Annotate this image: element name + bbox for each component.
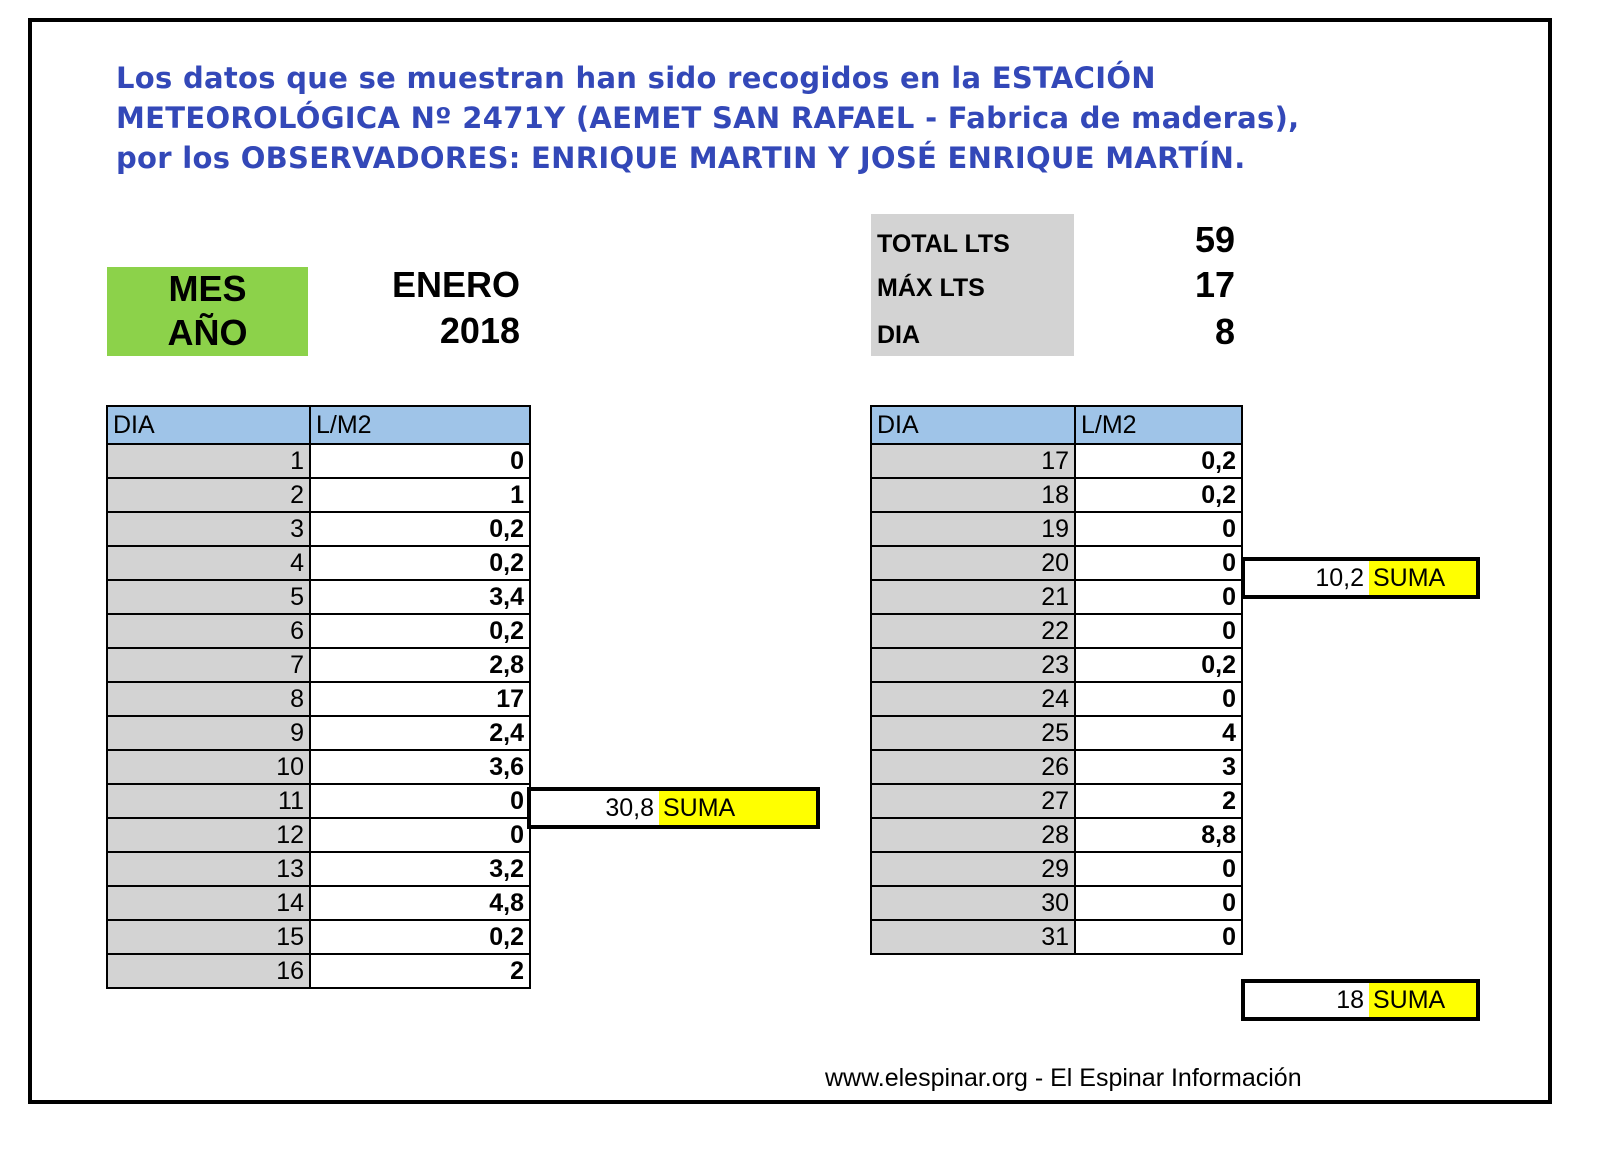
table-header-row <box>107 406 530 444</box>
rain-table-right <box>870 405 1243 955</box>
day-cell: 23 <box>871 648 1075 682</box>
ano-value: 2018 <box>439 310 520 351</box>
day-cell: 22 <box>871 614 1075 648</box>
dia-label: DIA <box>877 321 921 349</box>
day-cell: 17 <box>871 444 1075 478</box>
table-row <box>107 512 530 546</box>
day-cell: 7 <box>107 648 310 682</box>
day-cell: 1 <box>107 444 310 478</box>
day-cell: 29 <box>871 852 1075 886</box>
table-row <box>871 682 1242 716</box>
table-row <box>871 716 1242 750</box>
day-cell: 2 <box>107 478 310 512</box>
table-row <box>871 512 1242 546</box>
day-cell: 24 <box>871 682 1075 716</box>
footer-credit: www.elespinar.org - El Espinar Información <box>825 1064 1302 1092</box>
rain-value-cell: 3 <box>1075 750 1242 784</box>
sum-box-days-21-31 <box>1241 979 1480 1021</box>
table-row <box>107 954 530 988</box>
table-row <box>107 614 530 648</box>
table-row <box>871 818 1242 852</box>
table-row <box>107 580 530 614</box>
intro-line-2: METEOROLÓGICA Nº 2471Y (AEMET SAN RAFAEL - Fabrica de maderas), <box>116 101 1300 135</box>
rain-value-cell: 0,2 <box>310 614 530 648</box>
table-row <box>871 784 1242 818</box>
rain-value-cell: 2,4 <box>310 716 530 750</box>
day-cell: 4 <box>107 546 310 580</box>
rain-value-cell: 3,4 <box>310 580 530 614</box>
rain-value-cell: 0,2 <box>310 546 530 580</box>
sum-label: SUMA <box>659 791 816 825</box>
rain-value-cell: 0,2 <box>1075 478 1242 512</box>
day-cell: 25 <box>871 716 1075 750</box>
rain-value-cell: 0 <box>1075 546 1242 580</box>
rain-value-cell: 0,2 <box>310 512 530 546</box>
table-row <box>107 920 530 954</box>
sum-label: SUMA <box>1369 561 1476 595</box>
rain-value-cell: 0 <box>310 784 530 818</box>
table-row <box>871 444 1242 478</box>
day-cell: 5 <box>107 580 310 614</box>
rain-value-cell: 0 <box>310 444 530 478</box>
table-row <box>107 546 530 580</box>
rain-value-cell: 0 <box>1075 512 1242 546</box>
table-row <box>107 818 530 852</box>
period-label-box <box>107 267 308 356</box>
table-row <box>107 478 530 512</box>
ano-label: AÑO <box>167 312 248 353</box>
rain-value-cell: 8,8 <box>1075 818 1242 852</box>
table-row <box>107 648 530 682</box>
rain-value-cell: 4,8 <box>310 886 530 920</box>
day-cell: 18 <box>871 478 1075 512</box>
day-cell: 19 <box>871 512 1075 546</box>
day-cell: 3 <box>107 512 310 546</box>
day-cell: 28 <box>871 818 1075 852</box>
rain-value-cell: 2 <box>1075 784 1242 818</box>
rain-value-cell: 0 <box>310 818 530 852</box>
table-row <box>871 478 1242 512</box>
total-value: 59 <box>1194 219 1235 260</box>
table-row <box>107 852 530 886</box>
day-cell: 27 <box>871 784 1075 818</box>
max-value: 17 <box>1194 264 1235 305</box>
table-header-row <box>871 406 1242 444</box>
rain-value-cell: 0 <box>1075 580 1242 614</box>
table-row <box>871 614 1242 648</box>
sum-value: 18 <box>1336 986 1364 1014</box>
day-cell: 6 <box>107 614 310 648</box>
table-row <box>107 682 530 716</box>
day-cell: 31 <box>871 920 1075 954</box>
table-row <box>871 546 1242 580</box>
day-cell: 21 <box>871 580 1075 614</box>
table-row <box>107 750 530 784</box>
table-row <box>107 444 530 478</box>
dia-value: 8 <box>1214 311 1235 352</box>
max-label: MÁX LTS <box>877 274 985 302</box>
rain-value-cell: 3,2 <box>310 852 530 886</box>
rain-value-cell: 0,2 <box>1075 648 1242 682</box>
day-cell: 9 <box>107 716 310 750</box>
table-row <box>107 716 530 750</box>
intro-line-3: por los OBSERVADORES: ENRIQUE MARTIN Y JOSÉ ENRIQUE MARTÍN. <box>116 141 1246 175</box>
rain-value-cell: 0,2 <box>1075 444 1242 478</box>
table-row <box>871 750 1242 784</box>
total-label: TOTAL LTS <box>877 230 1010 258</box>
day-cell: 20 <box>871 546 1075 580</box>
day-cell: 8 <box>107 682 310 716</box>
day-cell: 12 <box>107 818 310 852</box>
intro-text <box>116 58 1496 178</box>
rain-value-cell: 0 <box>1075 886 1242 920</box>
day-cell: 11 <box>107 784 310 818</box>
mes-label: MES <box>168 268 247 309</box>
mes-value: ENERO <box>391 264 520 305</box>
day-cell: 10 <box>107 750 310 784</box>
rain-value-cell: 1 <box>310 478 530 512</box>
rain-value-cell: 0,2 <box>310 920 530 954</box>
intro-line-1: Los datos que se muestran han sido recogidos en la ESTACIÓN <box>116 61 1156 95</box>
day-cell: 26 <box>871 750 1075 784</box>
header-dia: DIA <box>871 406 1075 444</box>
rain-value-cell: 4 <box>1075 716 1242 750</box>
day-cell: 14 <box>107 886 310 920</box>
sum-label: SUMA <box>1369 983 1476 1017</box>
sum-box-days-11-20 <box>1241 557 1480 599</box>
table-row <box>871 920 1242 954</box>
rain-value-cell: 0 <box>1075 614 1242 648</box>
rain-value-cell: 0 <box>1075 920 1242 954</box>
rain-value-cell: 3,6 <box>310 750 530 784</box>
sum-value: 30,8 <box>605 794 654 822</box>
header-dia: DIA <box>107 406 310 444</box>
day-cell: 30 <box>871 886 1075 920</box>
table-row <box>871 886 1242 920</box>
table-row <box>107 784 530 818</box>
rain-value-cell: 0 <box>1075 682 1242 716</box>
rain-value-cell: 2,8 <box>310 648 530 682</box>
rain-value-cell: 0 <box>1075 852 1242 886</box>
rain-value-cell: 2 <box>310 954 530 988</box>
rain-table-left <box>106 405 531 989</box>
table-row <box>871 852 1242 886</box>
header-lm2: L/M2 <box>310 406 530 444</box>
table-row <box>107 886 530 920</box>
rain-value-cell: 17 <box>310 682 530 716</box>
table-row <box>871 580 1242 614</box>
day-cell: 15 <box>107 920 310 954</box>
sum-value: 10,2 <box>1315 564 1364 592</box>
day-cell: 16 <box>107 954 310 988</box>
sum-box-days-1-10 <box>527 787 820 829</box>
table-row <box>871 648 1242 682</box>
day-cell: 13 <box>107 852 310 886</box>
header-lm2: L/M2 <box>1075 406 1242 444</box>
